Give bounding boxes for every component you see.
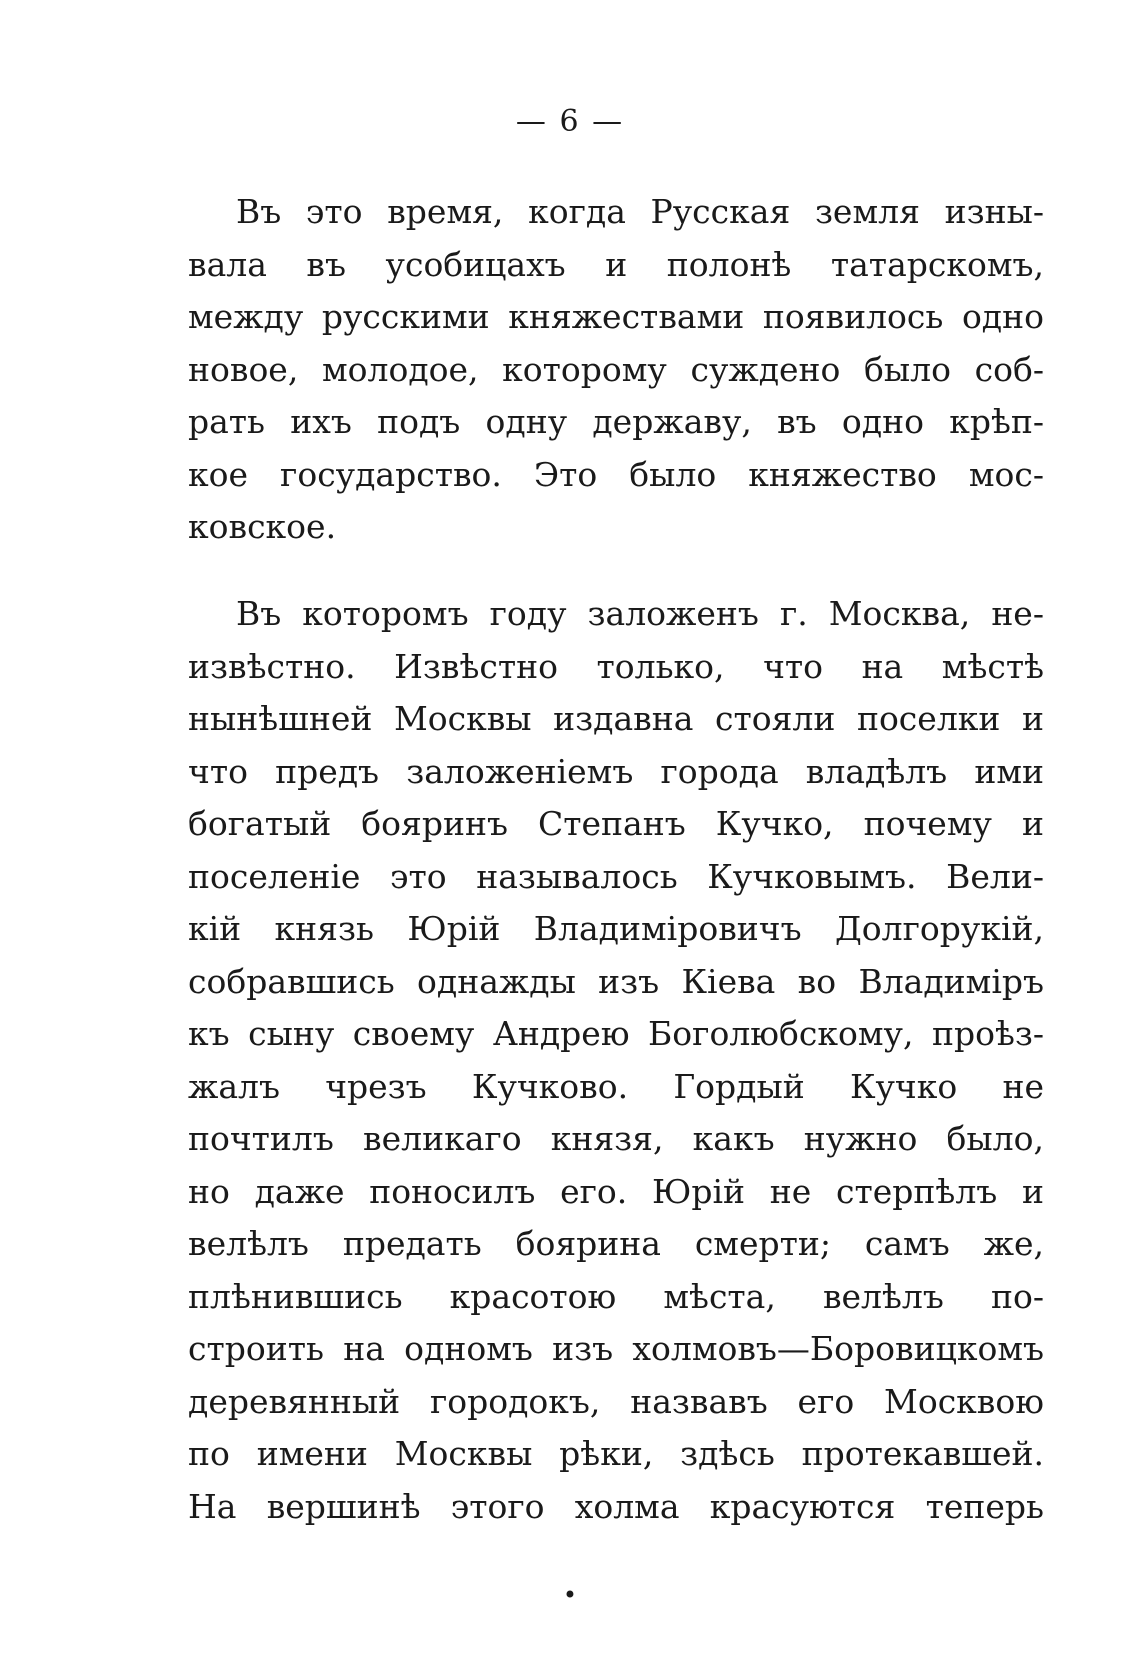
text-line: между русскими княжествами появилось одно [188, 297, 1044, 336]
text-line: рать ихъ подъ одну державу, въ одно крѣп- [188, 402, 1044, 441]
text-line: нынѣшней Москвы издавна стояли поселки и [188, 699, 1044, 738]
text-line: жалъ чрезъ Кучково. Гордый Кучко не [188, 1066, 1044, 1106]
text-line: кій князь Юрій Владиміровичъ Долгорукій, [188, 909, 1044, 948]
page-number: — 6 — [515, 104, 625, 139]
text-line: ковское. [188, 507, 337, 546]
footer-dot: • [562, 1581, 578, 1609]
text-line: что предъ заложеніемъ города владѣлъ ими [188, 751, 1044, 791]
text-line: плѣнившись красотою мѣста, велѣлъ по- [188, 1276, 1044, 1316]
text-line: новое, молодое, которому суждено было соб- [188, 349, 1044, 389]
text-line: велѣлъ предать боярина смерти; самъ же, [188, 1224, 1044, 1263]
text-line: кое государство. Это было княжество мос- [188, 454, 1044, 494]
text-line: строить на одномъ изъ холмовъ—Боровицкомъ [188, 1329, 1044, 1368]
text-line: богатый бояринъ Степанъ Кучко, почему и [188, 804, 1044, 843]
text-line: собравшись однажды изъ Кіева во Владиміръ [188, 961, 1044, 1001]
text-line: къ сыну своему Андрею Боголюбскому, проѣз- [188, 1014, 1044, 1053]
paragraph-2 [188, 588, 1044, 1533]
paragraph-1 [188, 186, 1044, 554]
text-line: Въ которомъ году заложенъ г. Москва, не- [236, 594, 1044, 633]
text-line: деревянный городокъ, назвавъ его Москвою [188, 1381, 1044, 1421]
text-line: по имени Москвы рѣки, здѣсь протекавшей. [188, 1434, 1044, 1473]
text-line: вала въ усобицахъ и полонѣ татарскомъ, [188, 244, 1044, 284]
text-line: поселеніе это называлось Кучковымъ. Вели- [188, 856, 1044, 896]
text-line: На вершинѣ этого холма красуются теперь [188, 1486, 1044, 1526]
text-line: но даже поносилъ его. Юрій не стерпѣлъ и [188, 1171, 1044, 1211]
text-line: почтилъ великаго князя, какъ нужно было, [188, 1119, 1044, 1158]
text-line: Въ это время, когда Русская земля изны- [236, 192, 1044, 231]
text-line: извѣстно. Извѣстно только, что на мѣстѣ [188, 646, 1044, 686]
